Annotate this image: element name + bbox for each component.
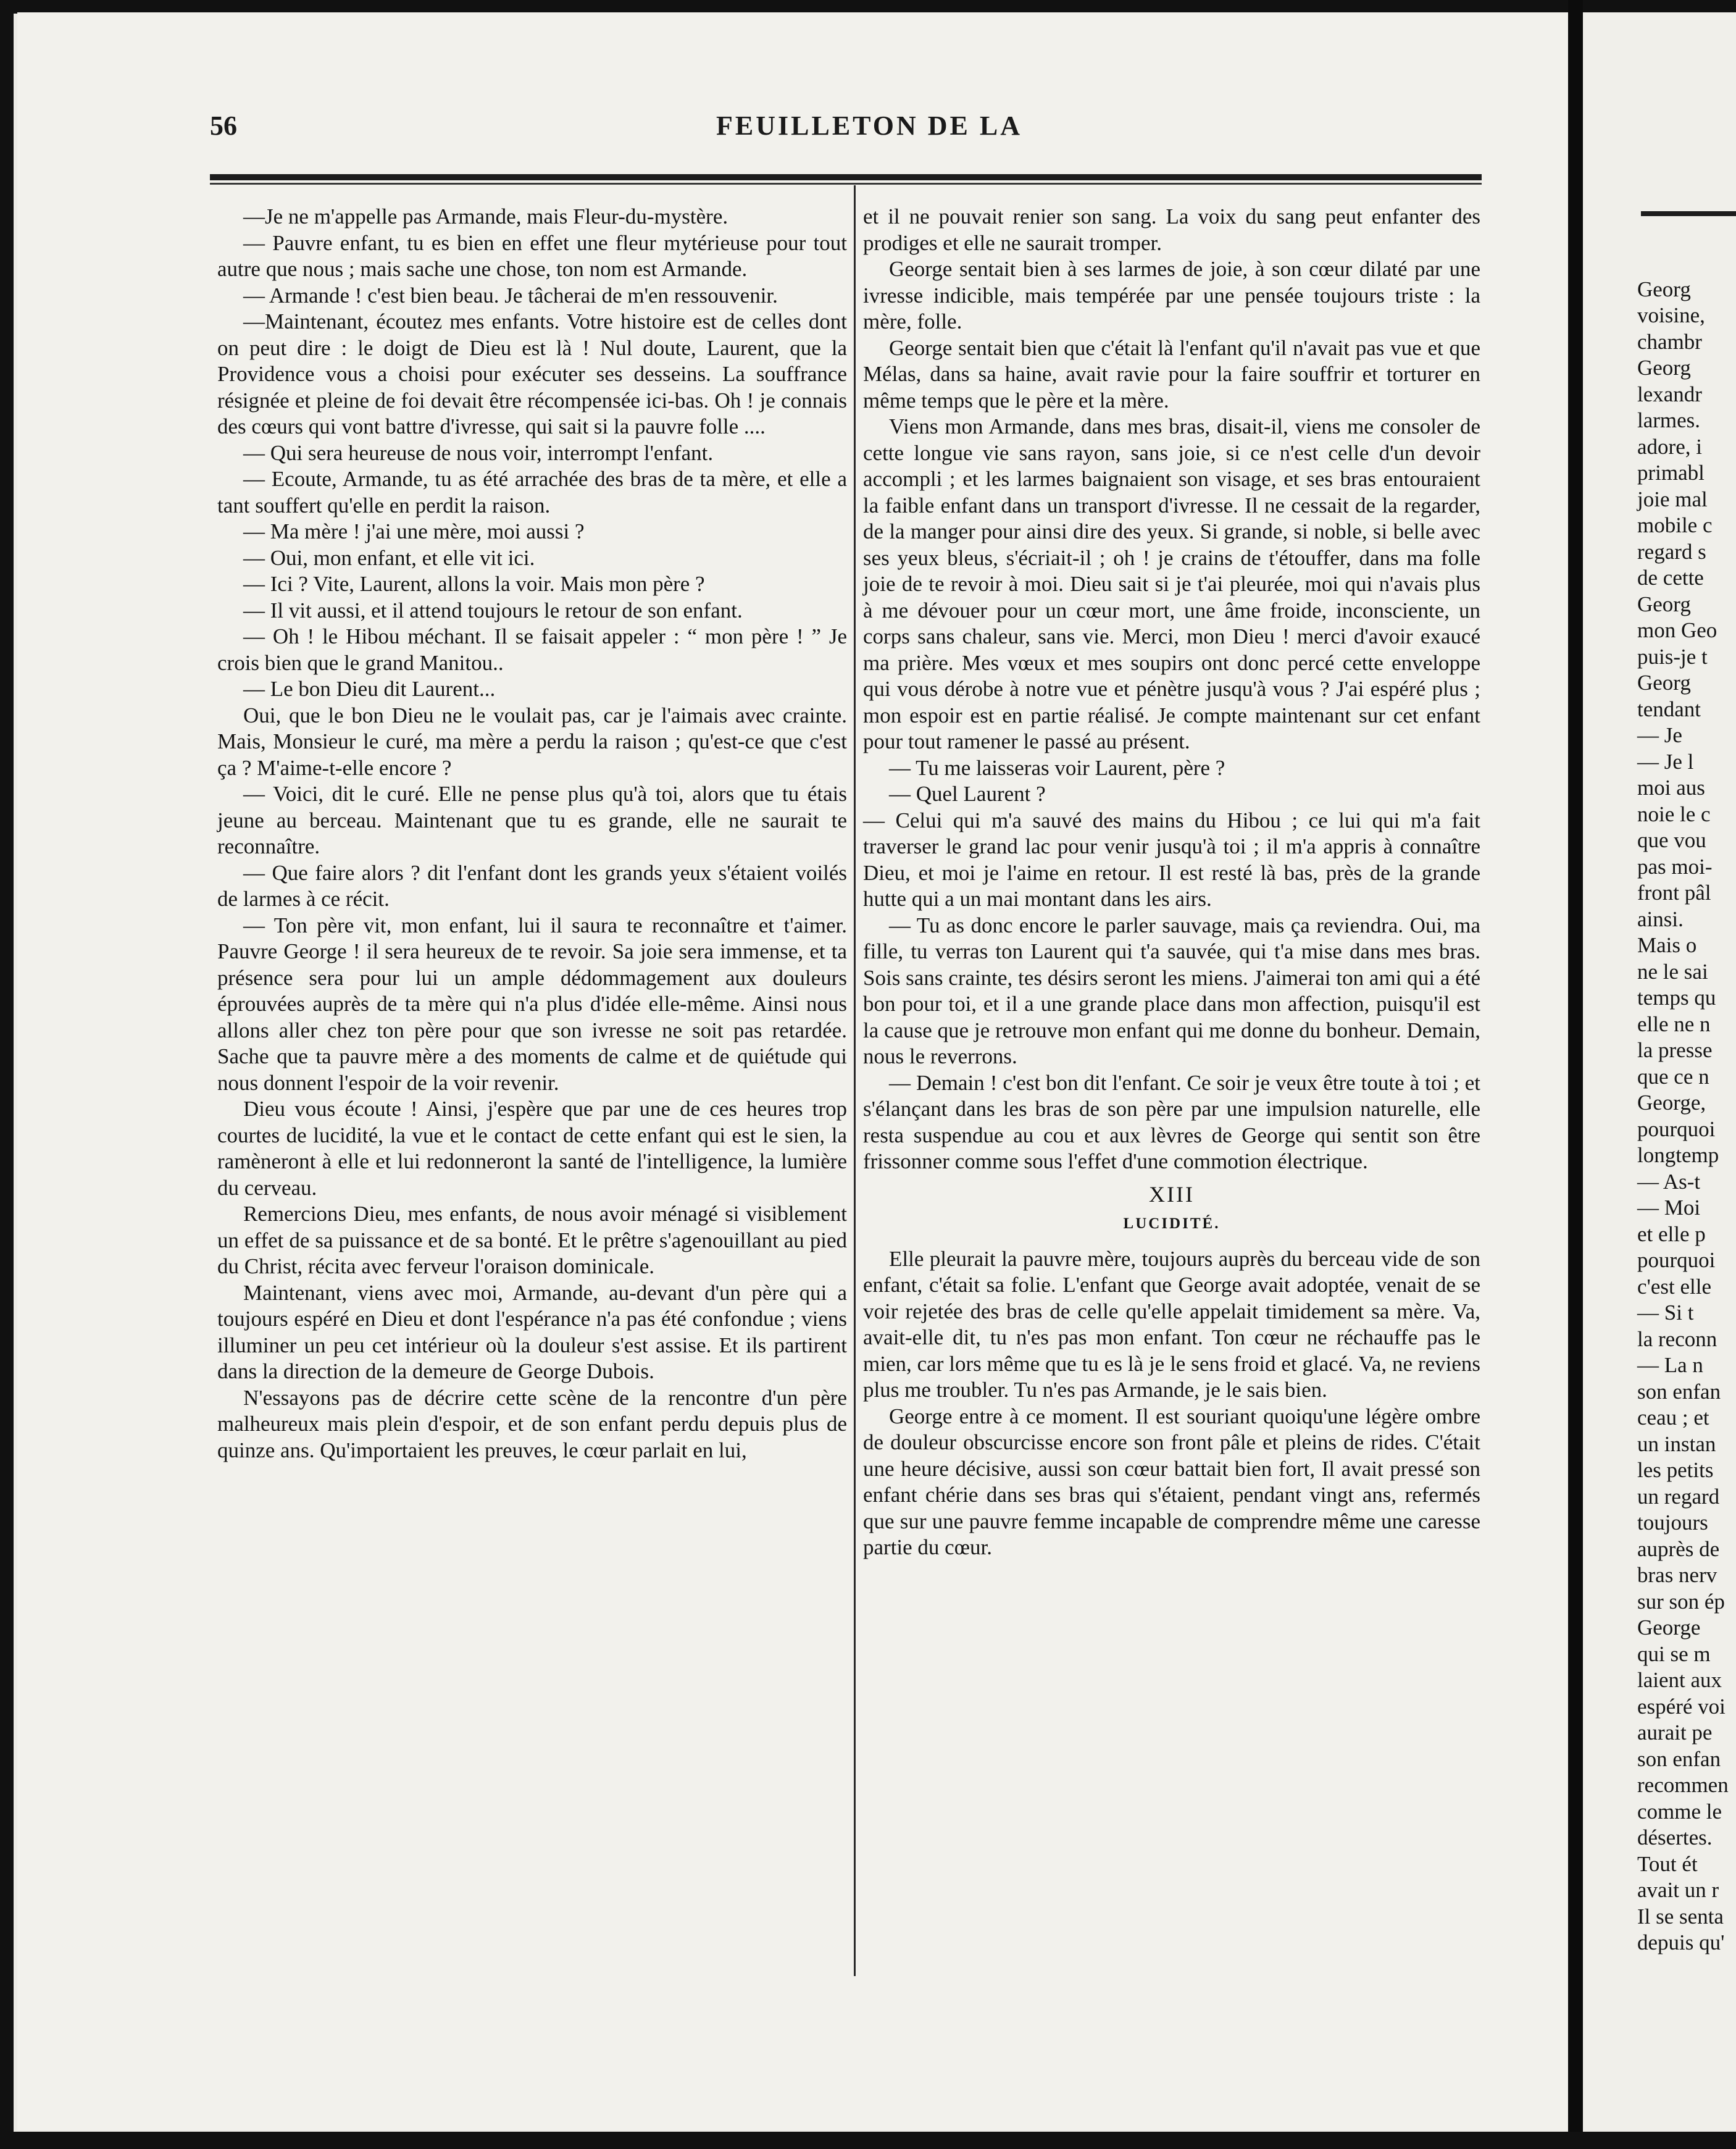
fragment-line: c'est elle: [1637, 1274, 1711, 1299]
fragment-line: sur son ép: [1637, 1589, 1725, 1614]
paragraph: — Pauvre enfant, tu es bien en effet une fleur mytérieuse pour tout autre que nous ; mais sache une chose, ton nom est Armande.: [217, 230, 847, 281]
fragment-line: George,: [1637, 1091, 1706, 1115]
fragment-line: lexandr: [1637, 382, 1702, 406]
fragment-line: — Moi: [1637, 1196, 1701, 1220]
fragment-line: bras nerv: [1637, 1563, 1717, 1587]
fragment-line: — Si t: [1637, 1301, 1694, 1325]
paragraph: George entre à ce moment. Il est souriant quoiqu'une légère ombre de douleur obscurcisse encore son front pâle et pleins de rides. C'était une heure décisive, aussi son cœur battait bien fort, Il avait pressé son enfant chérie dans ses bras qui s'étaient, pendant vingt ans, refermés que sur une pauvre femme incapable de comprendre même une caresse partie du cœur.: [863, 1404, 1480, 1559]
fragment-line: un regard: [1637, 1484, 1720, 1509]
fragment-line: Il se senta: [1637, 1904, 1724, 1929]
page-header: [210, 110, 1482, 147]
paragraph: — Armande ! c'est bien beau. Je tâcherai de m'en ressouvenir.: [243, 283, 778, 308]
fragment-line: toujours: [1637, 1510, 1708, 1535]
column-right-after-chapter: [863, 1246, 1480, 1561]
fragment-line: mobile c: [1637, 513, 1713, 537]
paragraph: — Quel Laurent ?: [889, 782, 1046, 806]
fragment-line: George: [1637, 1615, 1701, 1640]
fragment-line: ne le sai: [1637, 959, 1708, 984]
fragment-line: pourquoi: [1637, 1116, 1716, 1141]
fragment-line: son enfan: [1637, 1746, 1721, 1771]
fragment-line: Georg: [1637, 356, 1691, 380]
fragment-line: larmes.: [1637, 408, 1701, 432]
paragraph: — Que faire alors ? dit l'enfant dont les grands yeux s'étaient voilés de larmes à ce récit.: [217, 860, 847, 911]
fragment-line: laient aux: [1637, 1668, 1722, 1692]
text-column-right: [863, 204, 1480, 1561]
paragraph: —Maintenant, écoutez mes enfants. Votre histoire est de celles dont on peut dire : le doigt de Dieu est là ! Nul doute, Laurent, que la Providence vous a choisi pour exécuter ses desseins. La souffrance résignée et pleine de foi devait être récompensée ici-bas. Oh ! je connais des cœurs qui vont battre d'ivresse, qui sait si la pauvre folle ....: [217, 309, 847, 438]
paragraph: — Ton père vit, mon enfant, lui il saura te reconnaître et t'aimer. Pauvre George ! il sera heureux de te revoir. Sa joie sera immense, et ta présence sera pour lui un ample dédommagement aux douleurs éprouvées auprès de ta mère qui n'a plus d'idée elle-même. Ainsi nous allons aller chez ton père pour que son ivresse ne soit pas retardée. Sache que ta pauvre mère a des moments de calme et de quiétude qui nous donnent l'espoir de la voir revenir.: [217, 913, 847, 1095]
fragment-line: — La n: [1637, 1353, 1703, 1377]
header-rule: [210, 174, 1482, 180]
fragment-line: Georg: [1637, 671, 1691, 695]
chapter-number: XIII: [1149, 1181, 1195, 1207]
paragraph: Viens mon Armande, dans mes bras, disait-il, viens me consoler de cette longue vie sans rayon, sans joie, si ce n'est celle d'un devoir accompli ; et les larmes baignaient son visage, et ses bras entouraient la faible enfant dans un transport d'ivresse. Il ne cessait de la regarder, de la manger pour ainsi dire des yeux. Si grande, si noble, si belle avec ses yeux bleus, s'écriait-il ; oh ! je crains de t'étouffer, dans ma folle joie de te revoir à moi. Dieu sait si je t'ai pleurée, moi qui n'avais plus à me dévouer pour un cœur mort, une âme froide, inconsciente, un corps sans chaleur, sans vie. Merci, mon Dieu ! merci d'avoir exaucé ma prière. Mes vœux et mes soupirs ont donc percé cette enveloppe qui vous dérobe à notre vue et pénètre jusqu'à vous ? J'ai espéré plus ; mon espoir est en partie réalisé. Je compte maintenant sur cet enfant pour tout ramener le passé au présent.: [863, 414, 1480, 753]
fragment-line: primabl: [1637, 461, 1705, 485]
fragment-line: les petits: [1637, 1458, 1714, 1482]
paragraph: — Le bon Dieu dit Laurent...: [243, 677, 496, 701]
paragraph: George sentait bien à ses larmes de joie, à son cœur dilaté par une ivresse indicible, mais tempérée par une pensée toujours triste : la mère, folle.: [863, 257, 1480, 333]
chapter-title: LUCIDITÉ.: [1123, 1215, 1221, 1232]
fragment-line: qui se m: [1637, 1641, 1711, 1666]
paragraph: et il ne pouvait renier son sang. La voix du sang peut enfanter des prodiges et elle ne saurait tromper.: [863, 204, 1480, 255]
fragment-line: tendant: [1637, 697, 1701, 721]
running-title: FEUILLETON DE LA: [716, 111, 1022, 141]
fragment-line: front pâl: [1637, 881, 1711, 905]
next-page-rule: [1641, 211, 1736, 216]
fragment-line: Tout ét: [1637, 1851, 1698, 1876]
fragment-line: avait un r: [1637, 1878, 1719, 1902]
fragment-line: aurait pe: [1637, 1720, 1713, 1745]
paragraph: — Demain ! c'est bon dit l'enfant. Ce soir je veux être toute à toi ; et s'élançant dans les bras de son père par une impulsion naturelle, elle resta suspendue au cou et aux lèvres de George qui sentit son être frissonner comme sous l'effet d'une commotion électrique.: [863, 1070, 1480, 1173]
fragment-line: désertes.: [1637, 1825, 1713, 1849]
fragment-line: pourquoi: [1637, 1248, 1716, 1272]
next-page-fragment: [1583, 12, 1736, 2130]
fragment-line: temps qu: [1637, 986, 1716, 1010]
fragment-line: [1637, 250, 1736, 277]
next-page-text: [1637, 250, 1736, 1956]
paragraph: — Qui sera heureuse de nous voir, interrompt l'enfant.: [243, 440, 714, 465]
fragment-line: chambr: [1637, 329, 1702, 354]
fragment-line: elle ne n: [1637, 1012, 1711, 1036]
fragment-line: son enfan: [1637, 1379, 1721, 1404]
scan-border-top: [0, 0, 1736, 14]
fragment-line: Mais o: [1637, 933, 1697, 957]
fragment-line: adore, i: [1637, 434, 1702, 459]
paragraph: — Voici, dit le curé. Elle ne pense plus qu'à toi, alors que tu étais jeune au berceau. Maintenant que tu es grande, elle ne saurait te reconnaître.: [217, 782, 847, 858]
fragment-line: ainsi.: [1637, 907, 1684, 931]
fragment-line: joie mal: [1637, 487, 1708, 511]
paragraph: N'essayons pas de décrire cette scène de la rencontre d'un père malheureux mais plein d'espoir, et de son enfant perdu depuis plus de quinze ans. Qu'importaient les preuves, le cœur parlait en lui,: [217, 1385, 847, 1462]
scan-border-bottom: [0, 2132, 1736, 2149]
fragment-line: un instan: [1637, 1431, 1716, 1456]
paragraph: —Je ne m'appelle pas Armande, mais Fleur-du-mystère.: [243, 204, 728, 228]
fragment-line: mon Geo: [1637, 618, 1717, 642]
paragraph: — Tu as donc encore le parler sauvage, mais ça reviendra. Oui, ma fille, tu verras ton Laurent qui t'a sauvée, qui t'a mise dans mes bras. Sois sans crainte, tes désirs seront les miens. J'aimerai ton ami qui a été bon pour toi, et il a une grande place dans mon affection, puisqu'il est la cause que je retrouve mon enfant qui me donne du bonheur. Demain, nous le reverrons.: [863, 913, 1480, 1068]
fragment-line: que ce n: [1637, 1064, 1709, 1089]
paragraph: — Ma mère ! j'ai une mère, moi aussi ?: [243, 519, 585, 543]
fragment-line: et elle p: [1637, 1221, 1706, 1246]
column-divider: [854, 185, 856, 1976]
fragment-line: auprès de: [1637, 1536, 1720, 1561]
paragraph: — Ici ? Vite, Laurent, allons la voir. Mais mon père ?: [243, 572, 705, 596]
paragraph: Remercions Dieu, mes enfants, de nous avoir ménagé si visiblement un effet de sa puissance et de sa bonté. Et le prêtre s'agenouillant au pied du Christ, récita avec ferveur l'oraison dominicale.: [217, 1202, 847, 1278]
fragment-line: que vou: [1637, 828, 1706, 852]
fragment-line: — Je l: [1637, 749, 1694, 774]
fragment-line: espéré voi: [1637, 1694, 1726, 1719]
fragment-line: — As-t: [1637, 1169, 1701, 1194]
paragraph: Maintenant, viens avec moi, Armande, au-devant d'un père qui a toujours espéré en Dieu et dont l'espérance n'a pas été confondue ; viens illuminer un peu cet intérieur où la douleur s'est assise. Et ils partirent dans la direction de la demeure de George Dubois.: [217, 1280, 847, 1383]
fragment-line: noie le c: [1637, 802, 1711, 826]
fragment-line: voisine,: [1637, 303, 1705, 327]
fragment-line: recommen: [1637, 1773, 1729, 1797]
paragraph: — Celui qui m'a sauvé des mains du Hibou ; ce lui qui m'a fait traverser le grand lac pour venir jusqu'à toi ; il m'a appris à connaître Dieu, et moi je l'aime en retour. Il est resté là bas, près de la grande hutte qui a un mai montant dans les airs.: [863, 808, 1480, 911]
fragment-line: de cette: [1637, 566, 1704, 590]
paragraph: — Il vit aussi, et il attend toujours le retour de son enfant.: [243, 598, 743, 622]
fragment-line: longtemp: [1637, 1143, 1719, 1167]
fragment-line: regard s: [1637, 539, 1706, 564]
fragment-line: Georg: [1637, 592, 1691, 616]
header-rule-thin: [210, 183, 1482, 185]
fragment-line: la reconn: [1637, 1326, 1717, 1351]
fragment-line: ceau ; et: [1637, 1405, 1709, 1430]
fragment-line: pas moi-: [1637, 854, 1713, 879]
paragraph: — Tu me laisseras voir Laurent, père ?: [889, 755, 1225, 780]
paragraph: Dieu vous écoute ! Ainsi, j'espère que par une de ces heures trop courtes de lucidité, la vue et le contact de cette enfant qui est le sien, la ramèneront à elle et lui redonneront la santé de l'intelligence, la lumière du cerveau.: [217, 1097, 847, 1200]
paragraph: Oui, que le bon Dieu ne le voulait pas, car je l'aimais avec crainte. Mais, Monsieur le curé, ma mère a perdu la raison ; qu'est-ce que c'est ça ? M'aime-t-elle encore ?: [217, 703, 847, 780]
column-right-before-chapter: [863, 204, 1480, 1175]
fragment-line: Georg: [1637, 277, 1691, 301]
page-number: 56: [210, 111, 237, 141]
page-gutter: [1568, 0, 1583, 2149]
paragraph: — Oui, mon enfant, et elle vit ici.: [243, 545, 535, 570]
fragment-line: puis-je t: [1637, 644, 1708, 669]
fragment-line: comme le: [1637, 1799, 1722, 1824]
fragment-line: la presse: [1637, 1038, 1713, 1062]
fragment-line: depuis qu': [1637, 1930, 1725, 1954]
paragraph: — Oh ! le Hibou méchant. Il se faisait appeler : “ mon père ! ” Je crois bien que le grand Manitou..: [217, 624, 847, 675]
paragraph: Elle pleurait la pauvre mère, toujours auprès du berceau vide de son enfant, c'était sa folie. L'enfant que George avait adoptée, venait de se voir rejetée des bras de celle qu'elle appelait timidement sa mère. Va, avait-elle dit, tu n'es pas mon enfant. Ton cœur ne réchauffe pas le mien, car lors même que tu es là je le sens froid et glacé. Va, ne reviens plus me troubler. Tu n'es pas Armande, je le sais bien.: [863, 1246, 1480, 1402]
paragraph: George sentait bien que c'était là l'enfant qu'il n'avait pas vue et que Mélas, dans sa haine, avait ravie pour la faire souffrir et torturer en même temps que le père et la mère.: [863, 335, 1480, 413]
fragment-line: moi aus: [1637, 776, 1705, 800]
paragraph: — Ecoute, Armande, tu as été arrachée des bras de ta mère, et elle a tant souffert qu'elle en perdit la raison.: [217, 467, 847, 517]
scan-border-left: [0, 0, 14, 2149]
fragment-line: — Je: [1637, 723, 1682, 747]
text-column-left: [217, 204, 847, 1464]
